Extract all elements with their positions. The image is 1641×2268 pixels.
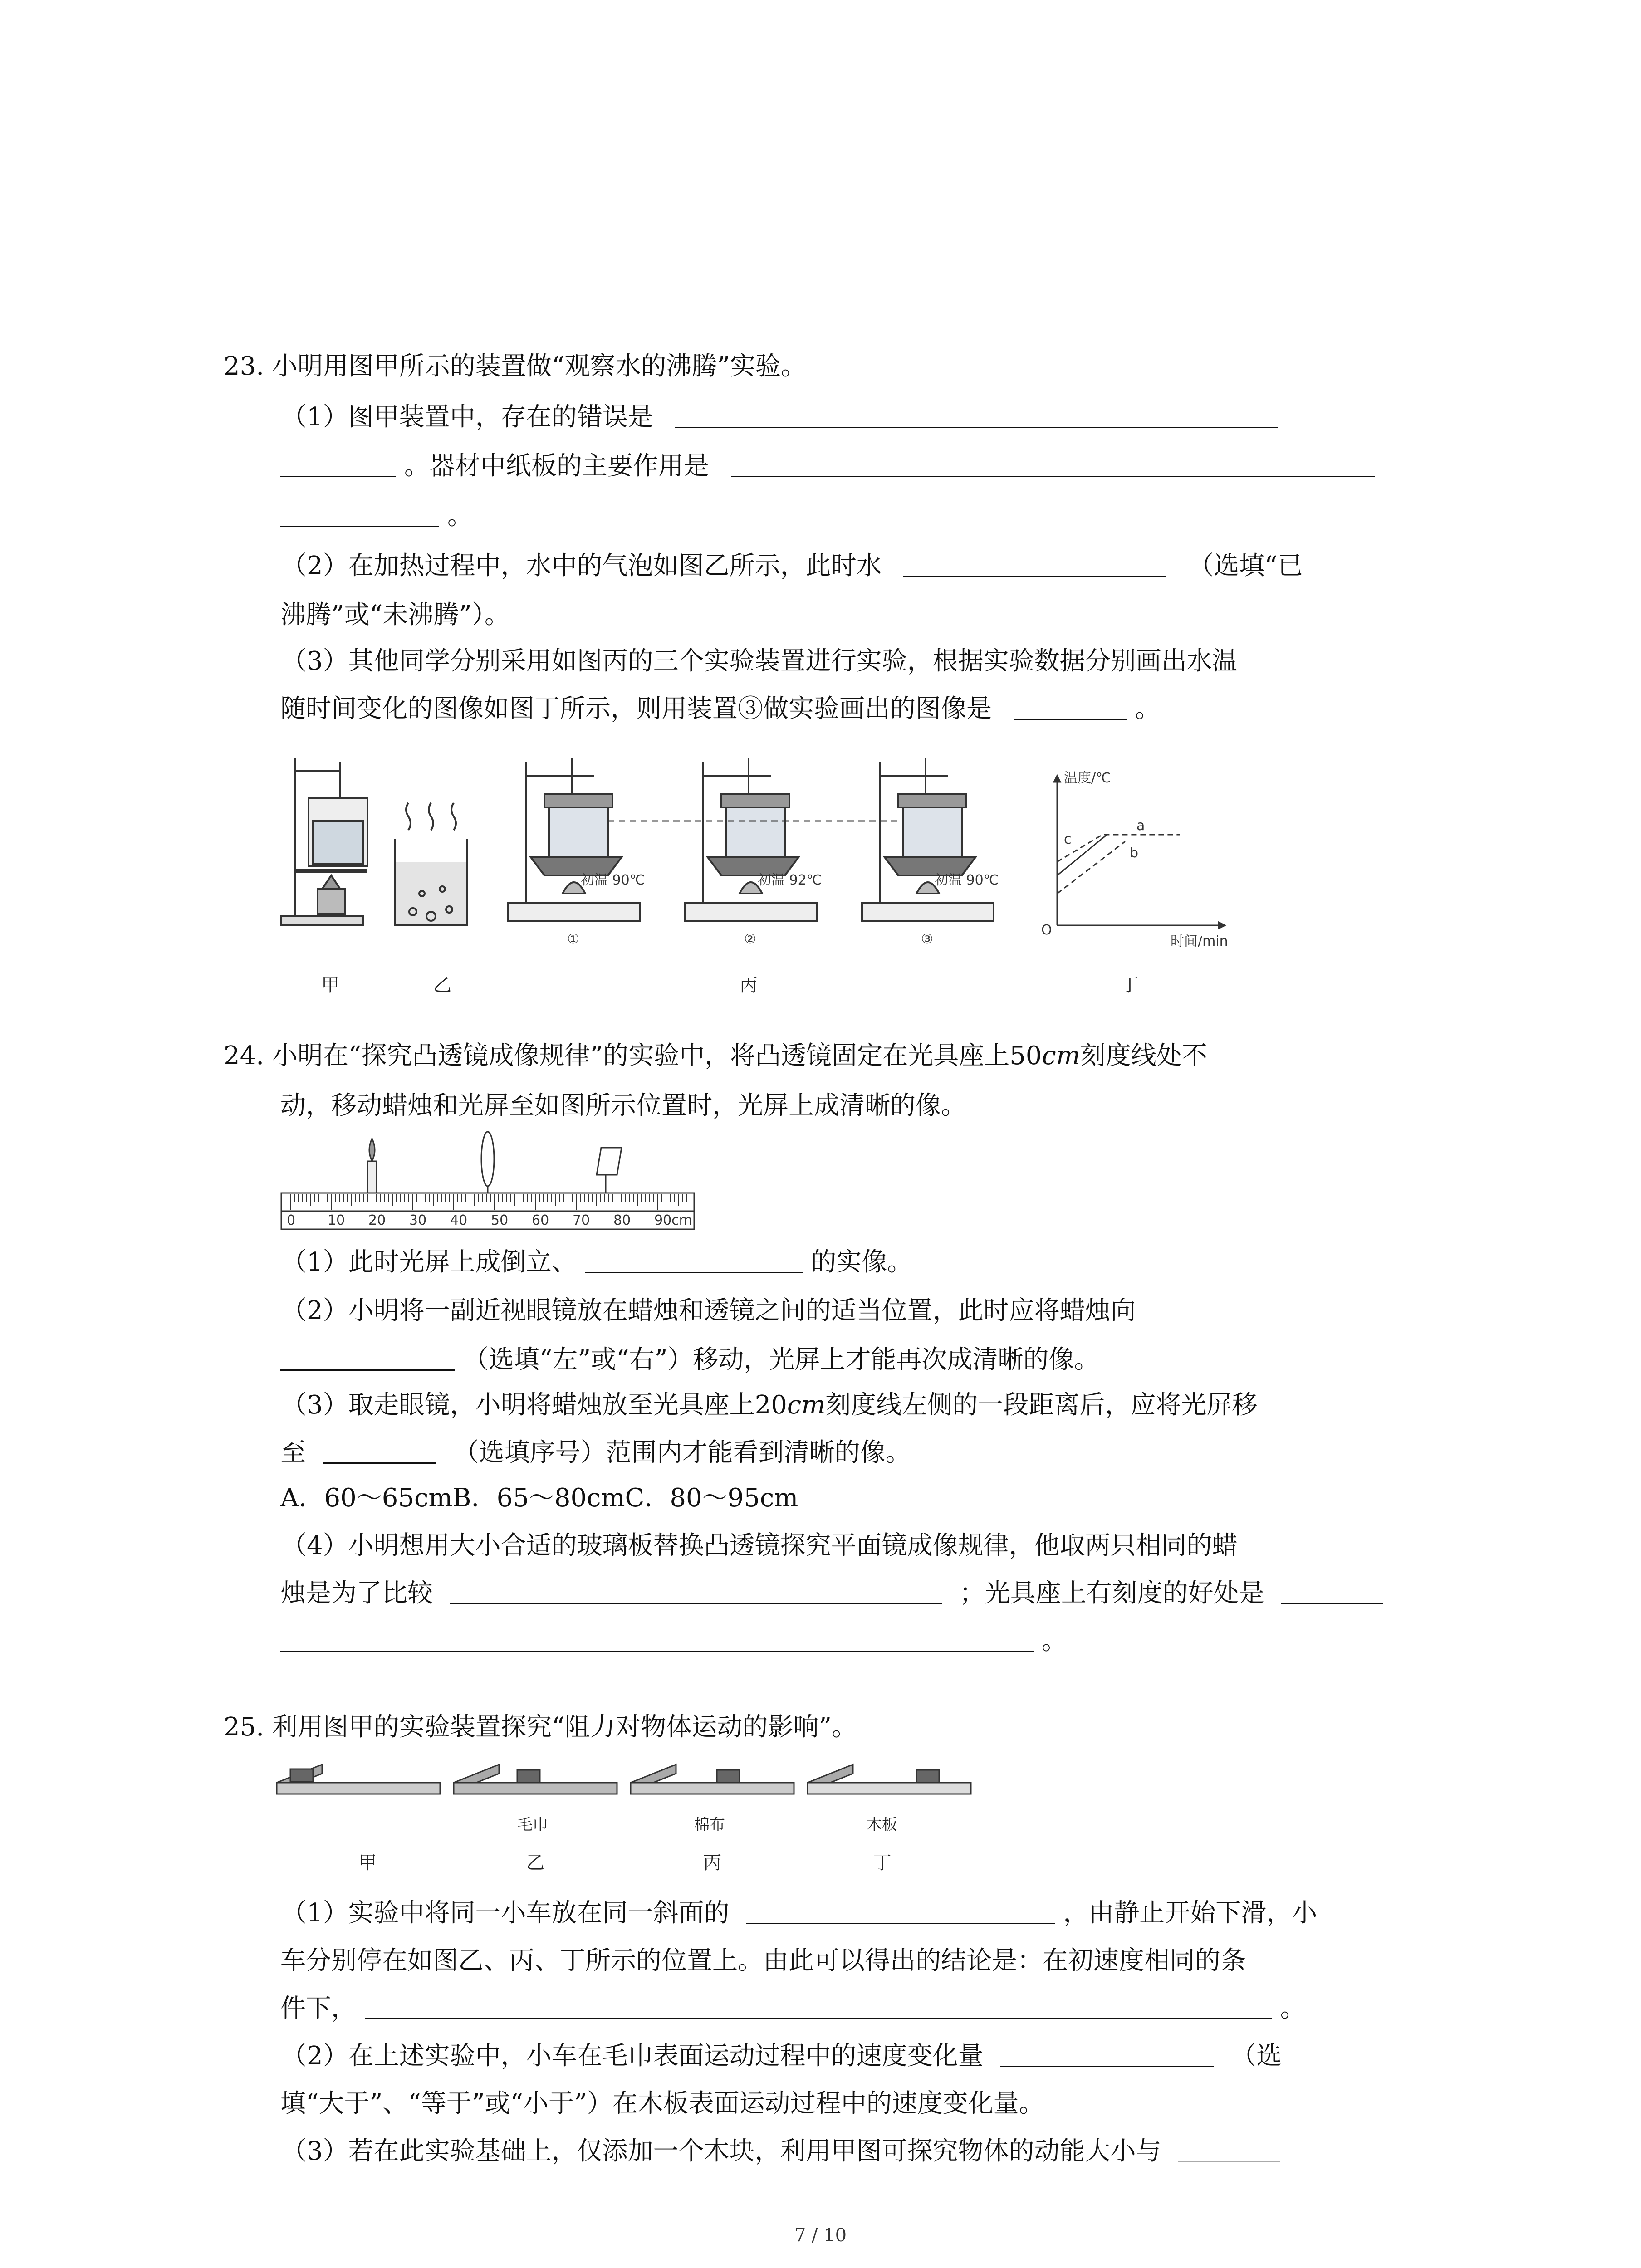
q24-stem-line1: [224, 1039, 1207, 1073]
q25-p1e: 。: [1280, 1994, 1306, 2023]
ruler-tick-label: 50: [491, 1212, 509, 1228]
caption-bing: 丙: [740, 975, 758, 996]
q25-part1-line2: 车分别停在如图乙、丙、丁所示的位置上。由此可以得出的结论是：在初速度相同的条: [280, 1946, 1246, 1975]
ruler-tick-label: 30: [409, 1212, 427, 1228]
answer-blank[interactable]: [280, 452, 396, 477]
q24-p2b: （选填“左”或“右”）移动，光屏上才能再次成清晰的像。: [463, 1345, 1100, 1374]
q24-options: A．60～65cmB．65～80cmC．80～95cm: [280, 1483, 798, 1513]
ruler-tick-label: 40: [450, 1212, 468, 1228]
temp-label-3: 初温 90℃: [935, 872, 999, 888]
temp-label-2: 初温 92℃: [758, 872, 822, 888]
graph-origin: O: [1041, 922, 1052, 938]
q24-part3-line2: [280, 1436, 911, 1470]
q25-part3-line1: [281, 2134, 1280, 2169]
q24-p4b: 烛是为了比较: [280, 1579, 433, 1608]
ruler-tick-label: 60: [532, 1212, 549, 1228]
caption-ding: 丁: [873, 1853, 892, 1873]
q24-p3a: （3）取走眼镜，小明将蜡烛放至光具座上20: [281, 1390, 787, 1420]
q23-part1-line2: [280, 449, 1375, 484]
q23-p3b: 随时间变化的图像如图丁所示，则用装置③做实验画出的图像是: [280, 694, 992, 723]
q23-p2a: （2）在加热过程中，水中的气泡如图乙所示，此时水: [281, 551, 882, 581]
setup-2: [685, 758, 817, 921]
setup-num-3: ③: [921, 931, 933, 947]
ruler-tick-label: 10: [328, 1212, 345, 1228]
surface-label-cotton: 棉布: [694, 1816, 725, 1834]
q23-p2b: （选填“已: [1188, 551, 1303, 581]
q23-p1b: 。器材中纸板的主要作用是: [404, 451, 709, 481]
q24-part3-line1: [281, 1388, 1257, 1422]
q24-stem-line2: 动，移动蜡烛和光屏至如图所示位置时，光屏上成清晰的像。: [280, 1091, 966, 1120]
q25-part1-line3: [280, 1991, 1306, 2026]
ruler-tick-label: 80: [613, 1212, 631, 1228]
convex-lens: [481, 1132, 494, 1186]
q24-p3b: 刻度线左侧的一段距离后，应将光屏移: [825, 1390, 1258, 1420]
candle: [367, 1161, 377, 1193]
answer-blank[interactable]: [365, 1994, 1272, 2019]
caption-jia: 甲: [358, 1853, 377, 1873]
incline-yi: [454, 1765, 617, 1794]
curve-label-b: b: [1130, 845, 1139, 861]
q24-p1a: （1）此时光屏上成倒立、: [281, 1247, 577, 1277]
q23-part2-line1: [281, 549, 1303, 583]
page-number: 7 / 10: [794, 2225, 847, 2246]
graph-xlabel: 时间/min: [1171, 934, 1228, 949]
temp-label-1: 初温 90℃: [581, 872, 645, 888]
q23-figure: [272, 744, 1270, 998]
q25-part2-line2: 填“大于”、“等于”或“小于”）在木板表面运动过程中的速度变化量。: [280, 2089, 1044, 2118]
answer-blank[interactable]: [1014, 695, 1127, 720]
q25-part2-line1: [281, 2039, 1282, 2073]
q24-p4c: ；光具座上有刻度的好处是: [959, 1579, 1264, 1608]
setup-3: [862, 758, 994, 921]
caption-jia: 甲: [321, 975, 339, 996]
q25-stem: 25. 利用图甲的实验装置探究“阻力对物体运动的影响”。: [224, 1712, 857, 1742]
setup-num-2: ②: [744, 931, 756, 947]
ruler-tick-label: 20: [368, 1212, 386, 1228]
q24-part4-line3: [280, 1624, 1067, 1658]
unit-cm: cm: [1042, 1041, 1080, 1070]
q24-stem1b: 刻度线处不: [1080, 1041, 1207, 1070]
answer-blank[interactable]: [903, 552, 1166, 577]
curve-label-a: a: [1136, 818, 1145, 834]
q24-p4d: 。: [1041, 1626, 1067, 1656]
q23-part1-line1: [281, 400, 1278, 435]
q23-p3c: 。: [1135, 694, 1161, 723]
beaker-yi: [395, 803, 467, 925]
incline-ding: [808, 1765, 971, 1794]
answer-blank[interactable]: [585, 1248, 803, 1273]
q25-p2b: （选: [1231, 2041, 1282, 2071]
caption-ding: 丁: [1121, 975, 1139, 996]
incline-bing: [631, 1765, 794, 1794]
q23-part2-line2: 沸腾”或“未沸腾”）。: [280, 600, 510, 630]
q24-p3d: （选填序号）范围内才能看到清晰的像。: [453, 1438, 911, 1467]
setup-1: [508, 758, 640, 921]
q25-part1-line1: [281, 1896, 1317, 1931]
incline-figure: [272, 1755, 980, 1810]
answer-blank[interactable]: [1281, 1579, 1383, 1604]
incline-jia: [277, 1765, 440, 1794]
q24-p3c: 至: [280, 1438, 306, 1467]
q25-p2a: （2）在上述实验中，小车在毛巾表面运动过程中的速度变化量: [281, 2041, 984, 2071]
q23-stem: 23. 小明用图甲所示的装置做“观察水的沸腾”实验。: [224, 352, 807, 381]
q24-part4-line1: （4）小明想用大小合适的玻璃板替换凸透镜探究平面镜成像规律，他取两只相同的蜡: [281, 1531, 1238, 1560]
ruler-tick-label: 90: [654, 1212, 672, 1228]
surface-label-towel: 毛巾: [517, 1816, 548, 1834]
light-screen: [597, 1148, 622, 1175]
answer-blank[interactable]: [450, 1579, 942, 1604]
q25-p1b: ，由静止开始下滑，小: [1063, 1898, 1318, 1928]
q25-p1a: （1）实验中将同一小车放在同一斜面的: [281, 1898, 730, 1928]
q24-part2-line1: （2）小明将一副近视眼镜放在蜡烛和透镜之间的适当位置，此时应将蜡烛向: [281, 1296, 1136, 1325]
q25-p3a: （3）若在此实验基础上，仅添加一个木块，利用甲图可探究物体的动能大小与: [281, 2136, 1161, 2166]
setup-num-1: ①: [567, 931, 579, 947]
q23-part3-line1: （3）其他同学分别采用如图丙的三个实验装置进行实验，根据实验数据分别画出水温: [281, 646, 1238, 676]
caption-yi: 乙: [433, 975, 451, 996]
q24-part1: [281, 1245, 912, 1280]
q24-stem1: 24. 小明在“探究凸透镜成像规律”的实验中，将凸透镜固定在光具座上50: [224, 1041, 1042, 1070]
ruler-tick-label: 70: [573, 1212, 590, 1228]
answer-blank[interactable]: [1000, 2042, 1214, 2067]
ruler-unit: cm: [671, 1212, 692, 1228]
apparatus-jia: [281, 758, 367, 925]
ruler-tick-label: 0: [287, 1212, 296, 1228]
q23-part3-line2: [280, 692, 1161, 726]
caption-yi: 乙: [526, 1853, 544, 1873]
caption-bing: 丙: [703, 1853, 721, 1873]
answer-blank[interactable]: [323, 1439, 436, 1464]
answer-blank[interactable]: [1178, 2137, 1280, 2162]
optical-bench-figure: [272, 1129, 708, 1234]
q25-p1d: 件下，: [280, 1994, 357, 2023]
unit-cm: cm: [787, 1390, 826, 1420]
graph-ylabel: 温度/℃: [1064, 770, 1111, 786]
graph-ding: [1054, 776, 1225, 929]
q23-p1c: 。: [447, 501, 473, 531]
surface-label-wood: 木板: [867, 1816, 897, 1834]
answer-blank[interactable]: [280, 1346, 455, 1371]
q24-p1b: 的实像。: [811, 1247, 913, 1277]
curve-label-c: c: [1064, 831, 1072, 847]
q24-part2-line2: [280, 1343, 1099, 1377]
q23-part1-line3: [280, 499, 473, 533]
answer-blank[interactable]: [280, 1627, 1034, 1652]
q23-p1a: （1）图甲装置中，存在的错误是: [281, 402, 653, 432]
q24-part4-line2: [280, 1576, 1383, 1611]
answer-blank[interactable]: [746, 1899, 1055, 1924]
answer-blank[interactable]: [280, 502, 439, 527]
answer-blank[interactable]: [731, 452, 1375, 477]
answer-blank[interactable]: [675, 403, 1278, 428]
